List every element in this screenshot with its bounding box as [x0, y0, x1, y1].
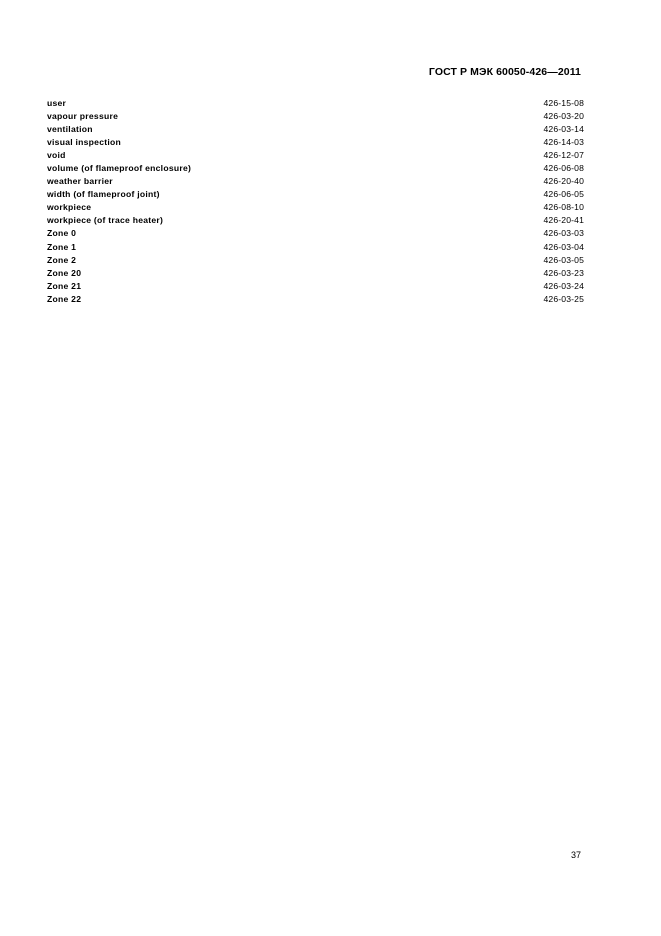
index-code: 426-03-04 — [543, 241, 584, 252]
index-code: 426-20-41 — [543, 215, 584, 226]
index-term: volume (of flameproof enclosure) — [47, 163, 192, 174]
index-code: 426-03-23 — [543, 267, 584, 278]
index-entry — [47, 280, 584, 293]
index-term: void — [47, 150, 66, 161]
index-entry — [47, 123, 584, 136]
index-term: ventilation — [47, 124, 93, 135]
index-entry — [47, 149, 584, 162]
index-code: 426-03-05 — [543, 254, 584, 265]
index-entry — [47, 214, 584, 227]
index-entry — [47, 175, 584, 188]
index-entry — [47, 201, 584, 214]
index-term: workpiece — [47, 202, 92, 213]
index-code: 426-03-03 — [543, 228, 584, 239]
index-entry — [47, 162, 584, 175]
index-code: 426-08-10 — [543, 202, 584, 213]
index-term: Zone 0 — [47, 228, 77, 239]
term-index-list — [47, 97, 584, 306]
index-code: 426-03-20 — [543, 111, 584, 122]
index-term: Zone 22 — [47, 293, 82, 304]
index-code: 426-03-25 — [543, 293, 584, 304]
index-code: 426-15-08 — [543, 98, 584, 108]
index-code: 426-03-24 — [543, 280, 584, 291]
index-entry — [47, 188, 584, 201]
index-term: Zone 20 — [47, 267, 82, 278]
index-term: weather barrier — [47, 176, 113, 187]
index-code: 426-06-05 — [543, 189, 584, 200]
index-term: Zone 2 — [47, 254, 77, 265]
index-entry — [47, 110, 584, 123]
index-term: Zone 21 — [47, 280, 82, 291]
index-code: 426-14-03 — [543, 137, 584, 148]
index-term: width (of flameproof joint) — [47, 189, 160, 200]
index-code: 426-03-14 — [543, 124, 584, 135]
index-entry — [47, 293, 584, 306]
page-number: 37 — [570, 850, 581, 860]
document-header: ГОСТ Р МЭК 60050-426—2011 — [428, 66, 581, 78]
index-term: workpiece (of trace heater) — [47, 215, 164, 226]
index-term: Zone 1 — [47, 241, 77, 252]
index-code: 426-20-40 — [543, 176, 584, 187]
index-code: 426-06-08 — [543, 163, 584, 174]
index-entry — [47, 136, 584, 149]
index-entry — [47, 241, 584, 254]
index-code: 426-12-07 — [543, 150, 584, 161]
index-entry — [47, 97, 584, 110]
index-entry — [47, 254, 584, 267]
index-term: vapour pressure — [47, 111, 119, 122]
index-entry — [47, 267, 584, 280]
index-term: user — [47, 98, 67, 108]
index-entry — [47, 227, 584, 240]
index-term: visual inspection — [47, 137, 121, 148]
